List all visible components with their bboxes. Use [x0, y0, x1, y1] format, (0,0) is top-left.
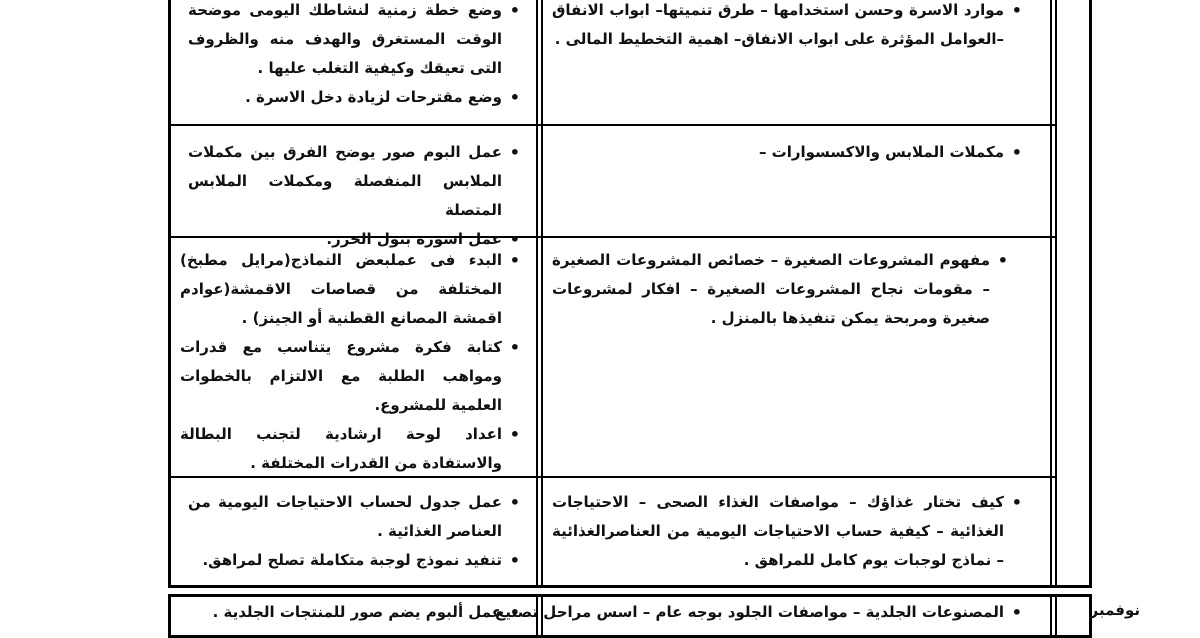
row-3-activity-item-1: • البدء فى عملبعض النماذج(مرايل مطبخ) المختلفة من قصاصات الاقمشة(عوادم اقمشة المصانع القطنية أو الجينز) . [180, 246, 502, 333]
row-3-topic-item: • مفهوم المشروعات الصغيرة – خصائص المشروعات الصغيرة – مقومات نجاح المشروعات الصغيرة – افكار لمشروعات صغيرة ومربحة يمكن تنفيذها بالمنزل . [552, 246, 990, 333]
row-3-topics-cell [552, 246, 1012, 333]
row-4-activity-item-1: • عمل جدول لحساب الاحتياجات اليومية من العناصر الغذائية . [188, 488, 502, 546]
next-row-topic-item: • المصنوعات الجلدية – مواصفات الجلود بوجه عام – اسس مراحل تصنيع [552, 598, 1004, 627]
next-column-divider-topics [1050, 596, 1052, 636]
row-2-activities-cell [188, 138, 524, 254]
row-1-activity-item-2: • وضع مقترحات لزيادة دخل الاسرة . [188, 83, 502, 112]
row-4-topics-cell [552, 488, 1026, 575]
next-row-topics-cell [495, 598, 1026, 627]
row-divider-1 [171, 124, 1056, 126]
row-3-activity-item-3: • اعداد لوحة ارشادية لتجنب البطالة والاستفادة من القدرات المختلفة . [180, 420, 502, 478]
row-4-topic-item: • كيف تختار غذاؤك – مواصفات الغذاء الصحى – الاحتياجات الغذائية – كيفية حساب الاحتياجات اليومية من العناصرالغذائية – نماذج لوجبات يوم كامل للمراهق . [552, 488, 1004, 575]
month-label: نوفمبر [1089, 601, 1140, 619]
row-2-activity-item-1: • عمل البوم صور يوضح الفرق بين مكملات الملابس المنفصلة ومكملات الملابس المتصلة [188, 138, 502, 225]
row-2-activity-item-2: • عمل اسورة بنول الخرز. [188, 225, 502, 254]
next-row-activity-item: • عمل ألبوم يضم صور للمنتجات الجلدية . [188, 598, 502, 627]
row-1-topics-cell [552, 0, 1026, 54]
row-1-topic-item: • موارد الاسرة وحسن استخدامها – طرق تنميتها– ابواب الانفاق –العوامل المؤثرة على ابواب الانفاق– اهمية التخطيط المالى . [552, 0, 1004, 54]
row-2-topics-cell [552, 138, 1026, 167]
row-2-topic-item: • مكملات الملابس والاكسسوارات – [552, 138, 1004, 167]
column-divider-activities-inner [541, 0, 543, 588]
column-divider-activities [536, 0, 538, 588]
row-3-activities-cell [180, 246, 524, 478]
column-divider-topics [1050, 0, 1052, 588]
row-4-activity-item-2: • تنفيد نموذج لوجبة متكاملة تصلح لمراهق. [188, 546, 502, 575]
row-1-activities-cell [188, 0, 524, 112]
row-1-activity-item-1: • وضع خطة زمنية لنشاطك اليومى موضحة الوقت المستغرق والهدف منه والظروف التى تعيقك وكيفية التغلب عليها . [188, 0, 502, 83]
next-column-divider-topics-inner [1055, 596, 1057, 636]
column-divider-topics-inner [1055, 0, 1057, 588]
row-3-activity-item-2: • كتابة فكرة مشروع يتناسب مع قدرات ومواهب الطلبة مع الالتزام بالخطوات العلمية للمشروع. [180, 333, 502, 420]
row-4-activities-cell [188, 488, 524, 575]
next-row-activities-cell [188, 598, 524, 627]
